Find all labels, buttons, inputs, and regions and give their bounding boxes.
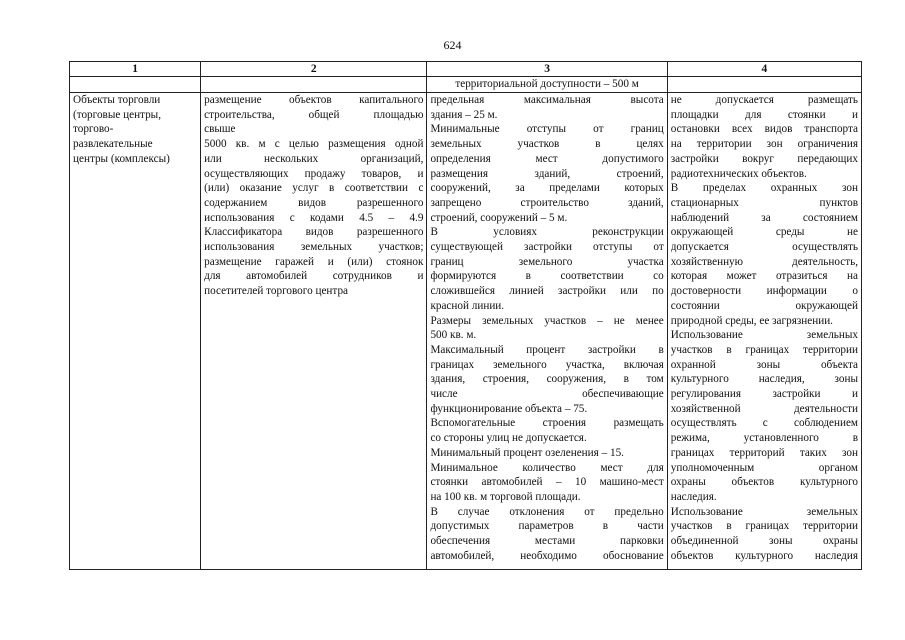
cont-cell-2 bbox=[201, 77, 427, 93]
cell-line: формируются в соответствии со bbox=[430, 270, 664, 283]
cell-line: запрещено строительство зданий, bbox=[430, 196, 664, 209]
header-col-2: 2 bbox=[201, 62, 427, 77]
cell-line: объединенной зоны охраны bbox=[670, 535, 858, 548]
cell-line: строительства, общей площадью bbox=[204, 108, 424, 121]
cell-line: осуществлять с соблюдением bbox=[670, 417, 858, 430]
cell-line: или нескольких организаций, bbox=[204, 152, 424, 165]
parameters-text bbox=[430, 93, 663, 569]
cell-line: здания, строения, сооружения, в том bbox=[430, 373, 664, 386]
cell-line: торгово- bbox=[73, 123, 114, 136]
cell-line: (или) оказание услуг в соответствии с bbox=[204, 182, 424, 195]
cell-line: участков в границах территории bbox=[670, 520, 858, 533]
cell-line: наблюдений за состоянием bbox=[670, 211, 858, 224]
cell-line: развлекательные bbox=[73, 138, 153, 151]
cell-line: участков в границах территории bbox=[670, 343, 858, 356]
cell-line: Минимальное количество мест для bbox=[430, 461, 664, 474]
cell-line: использования с кодами 4.5 – 4.9 bbox=[204, 211, 424, 224]
cell-line: сложившейся линией застройки или по bbox=[430, 285, 664, 298]
cell-line: хозяйственную деятельность, bbox=[670, 255, 858, 268]
permitted-use-cell bbox=[201, 93, 427, 570]
zoning-table bbox=[69, 61, 862, 570]
cont-cell-4 bbox=[667, 77, 861, 93]
cell-line: В пределах охранных зон bbox=[670, 182, 858, 195]
cell-line: красной линии. bbox=[430, 299, 505, 312]
permitted-use-text bbox=[204, 93, 423, 299]
cell-line: Максимальный процент застройки в bbox=[430, 343, 664, 356]
cell-line: площадки для стоянки и bbox=[670, 108, 858, 121]
cell-line: 5000 кв. м с целью размещения одной bbox=[204, 138, 424, 151]
cell-line: для автомобилей сотрудников и bbox=[204, 270, 424, 283]
cell-line: 500 кв. м. bbox=[430, 329, 477, 342]
cell-line: числе обеспечивающие bbox=[430, 388, 664, 401]
restrictions-cell bbox=[667, 93, 861, 570]
cell-line: границах земельного участка, включая bbox=[430, 358, 664, 371]
cell-line: объектов культурного наследия bbox=[670, 549, 858, 562]
cell-line: строений, сооружений – 5 м. bbox=[430, 211, 568, 224]
cont-cell-3: территориальной доступности – 500 м bbox=[427, 77, 667, 93]
cell-line: Вспомогательные строения размещать bbox=[430, 417, 664, 430]
cell-line: содержанием видов разрешенного bbox=[204, 196, 424, 209]
cell-line: которая может отразиться на bbox=[670, 270, 858, 283]
parameters-cell bbox=[427, 93, 667, 570]
cell-line: Минимальные отступы от границ bbox=[430, 123, 664, 136]
cell-line: размещение объектов капитального bbox=[204, 94, 424, 106]
cell-line: использования земельных участков; bbox=[204, 241, 424, 254]
cell-line: Минимальный процент озеленения – 15. bbox=[430, 446, 624, 459]
restrictions-text bbox=[671, 93, 858, 569]
header-col-4: 4 bbox=[667, 62, 861, 77]
cell-line: земельных участков в целях bbox=[430, 138, 664, 151]
cell-line: размещения зданий, строений, bbox=[430, 167, 664, 180]
cell-line: определения мест допустимого bbox=[430, 152, 664, 165]
page-number: 624 bbox=[443, 38, 462, 52]
cell-line: предельная максимальная высота bbox=[430, 94, 664, 106]
cell-line: границах территорий таких зон bbox=[670, 446, 858, 459]
cell-line: (торговые центры, bbox=[73, 108, 161, 121]
object-type-cell bbox=[70, 93, 201, 570]
cell-line: В условиях реконструкции bbox=[430, 226, 664, 239]
cell-line: охраны объектов культурного bbox=[670, 476, 858, 489]
cell-line: центры (комплексы) bbox=[73, 152, 170, 165]
cell-line: достоверности информации о bbox=[670, 285, 858, 298]
cell-line: стоянки автомобилей – 10 машино-мест bbox=[430, 476, 664, 489]
cell-line: здания – 25 м. bbox=[430, 108, 498, 121]
cell-line: свыше bbox=[204, 123, 236, 136]
cell-line: осуществляющих продажу товаров, и bbox=[204, 167, 424, 180]
cell-line: режима, установленного в bbox=[670, 432, 858, 445]
cell-line: хозяйственной деятельности bbox=[670, 402, 858, 415]
cell-line: состоянии окружающей bbox=[670, 299, 858, 312]
cell-line: наследия. bbox=[670, 490, 717, 503]
cell-line: радиотехнических объектов. bbox=[670, 167, 807, 180]
cell-line: обеспечения местами парковки bbox=[430, 535, 664, 548]
table-row bbox=[70, 93, 862, 570]
object-type-text bbox=[73, 93, 197, 167]
cell-line: В случае отклонения от предельно bbox=[430, 505, 664, 518]
cell-line: допускается осуществлять bbox=[670, 241, 858, 254]
cell-line: границ земельного участка bbox=[430, 255, 664, 268]
table-header-row bbox=[70, 62, 862, 77]
cell-line: посетителей торгового центра bbox=[204, 285, 349, 298]
cell-line: размещение гаражей и (или) стоянок bbox=[204, 255, 424, 268]
cell-line: окружающей среды не bbox=[670, 226, 858, 239]
cell-line: Размеры земельных участков – не менее bbox=[430, 314, 664, 327]
cell-line: стационарных пунктов bbox=[670, 196, 858, 209]
cell-line: функционирование объекта – 75. bbox=[430, 402, 588, 415]
header-col-3: 3 bbox=[427, 62, 667, 77]
cell-line: Использование земельных bbox=[670, 329, 858, 342]
cell-line: существующей застройки отступы от bbox=[430, 241, 664, 254]
cell-line: Классификатора видов разрешенного bbox=[204, 226, 424, 239]
cell-line: со стороны улиц не допускается. bbox=[430, 432, 587, 445]
cell-line: регулирования застройки и bbox=[670, 388, 858, 401]
cell-line: сооружений, за пределами которых bbox=[430, 182, 664, 195]
cont-cell-1 bbox=[70, 77, 201, 93]
cell-line: Объекты торговли bbox=[73, 94, 161, 106]
cell-line: уполномоченным органом bbox=[670, 461, 858, 474]
cell-line: на территории зон ограничения bbox=[670, 138, 858, 151]
cell-line: природной среды, ее загрязнении. bbox=[670, 314, 833, 327]
cell-line: культурного наследия, зоны bbox=[670, 373, 858, 386]
cell-line: на 100 кв. м торговой площади. bbox=[430, 490, 581, 503]
header-col-1: 1 bbox=[70, 62, 201, 77]
cell-line: охранной зоны объекта bbox=[670, 358, 858, 371]
cell-line: автомобилей, необходимо обоснование bbox=[430, 549, 664, 562]
cell-line: застройки вокруг передающих bbox=[670, 152, 858, 165]
cell-line: остановки всех видов транспорта bbox=[670, 123, 858, 136]
continuation-row bbox=[70, 77, 862, 93]
cell-line: не допускается размещать bbox=[670, 94, 858, 106]
cell-line: допустимых параметров в части bbox=[430, 520, 664, 533]
cell-line: Использование земельных bbox=[670, 505, 858, 518]
